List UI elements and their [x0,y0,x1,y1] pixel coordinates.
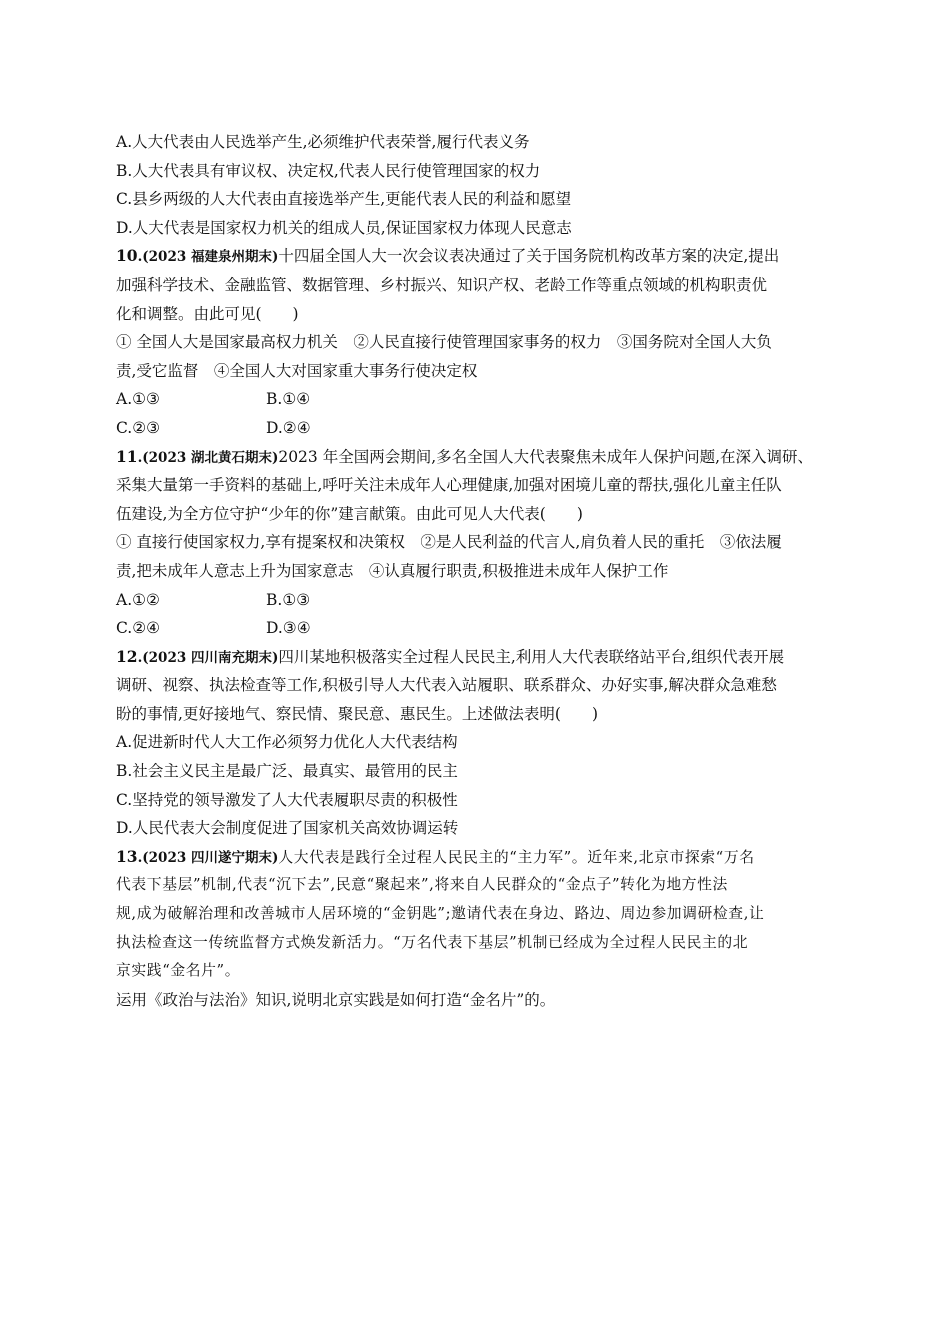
q13-material-line-5: 京实践“金名片”。 [116,962,241,980]
q11-option-a[interactable]: A.①② [116,590,160,609]
q13-material-text-1: 人大代表是践行全过程人民民主的“主力军”。近年来,北京市探索“万名 [278,848,755,866]
q11-option-b[interactable]: B.①③ [266,590,311,609]
q11-option-d[interactable]: D.③④ [266,619,311,638]
question-10 [116,242,846,442]
q11-options-row-2 [116,614,846,643]
q10-statements-line-1: ① 全国人大是国家最高权力机关 ②人民直接行使管理国家事务的权力 ③国务院对全国人大负 [116,333,772,352]
q10-option-d[interactable]: D.②④ [266,418,311,437]
q11-stem-line-2: 采集大量第一手资料的基础上,呼吁关注未成年人心理健康,加强对困境儿童的帮扶,强化儿童主任队 [116,476,782,495]
q13-material-line-4: 执法检查这一传统监督方式焕发新活力。“万名代表下基层”机制已经成为全过程人民民主的北 [116,933,749,951]
question-13 [116,843,846,1015]
q11-options-row-1 [116,586,846,615]
q13-material-line-3: 规,成为破解治理和改善城市人居环境的“金钥匙”;邀请代表在身边、路边、周边参加调研检查,让 [116,905,765,923]
q12-option-d[interactable]: D.人民代表大会制度促进了国家机关高效协调运转 [116,819,459,838]
q11-number: 11 [116,446,138,466]
q10-stem-line-1 [116,242,846,271]
q11-stem-line-3: 伍建设,为全方位守护“少年的你”建言献策。由此可见人大代表( ) [116,504,583,523]
q10-options-row-1 [116,385,846,414]
q10-statements-line-2: 责,受它监督 ④全国人大对国家重大事务行使决定权 [116,361,478,380]
q10-option-c[interactable]: C.②③ [116,418,161,437]
page-content [116,128,846,1014]
q10-stem-line-2: 加强科学技术、金融监管、数据管理、乡村振兴、知识产权、老龄工作等重点领域的机构职责优 [116,275,768,294]
q12-source: .(2023 四川南充期末) [137,649,279,666]
q12-stem-text-1: 四川某地积极落实全过程人民民主,利用人大代表联络站平台,组织代表开展 [278,647,785,666]
q13-question: 运用《政治与法治》知识,说明北京实践是如何打造“金名片”的。 [116,990,556,1009]
q9-option-c[interactable]: C.县乡两级的人大代表由直接选举产生,更能代表人民的利益和愿望 [116,190,572,209]
question-11 [116,443,846,643]
q10-stem-text-1: 十四届全国人大一次会议表决通过了关于国务院机构改革方案的决定,提出 [278,247,780,266]
q12-stem-line-2: 调研、视察、执法检查等工作,积极引导人大代表入站履职、联系群众、办好实事,解决群众急难愁 [116,676,777,695]
q10-option-a[interactable]: A.①③ [116,390,160,409]
q11-statements-line-2: 责,把未成年人意志上升为国家意志 ④认真履行职责,积极推进未成年人保护工作 [116,561,669,580]
q13-source: .(2023 四川遂宁期末) [137,849,279,866]
q11-statements-line-1: ① 直接行使国家权力,享有提案权和决策权 ②是人民利益的代言人,肩负着人民的重托 ③依法履 [116,533,782,552]
q10-options-row-2 [116,414,846,443]
q11-source: .(2023 湖北黄石期末) [137,449,279,466]
q9-option-b[interactable]: B.人大代表具有审议权、决定权,代表人民行使管理国家的权力 [116,161,541,180]
q12-option-c[interactable]: C.坚持党的领导激发了人大代表履职尽责的积极性 [116,790,458,809]
q12-option-a[interactable]: A.促进新时代人大工作必须努力优化人大代表结构 [116,733,458,752]
q10-stem-line-3: 化和调整。由此可见( ) [116,304,299,323]
q9-option-d[interactable]: D.人大代表是国家权力机关的组成人员,保证国家权力体现人民意志 [116,218,572,237]
q12-stem-line-1 [116,643,846,672]
q13-number: 13 [116,846,138,866]
q12-stem-line-3: 盼的事情,更好接地气、察民情、聚民意、惠民生。上述做法表明( ) [116,704,599,723]
q10-option-b[interactable]: B.①④ [266,390,311,409]
q12-number: 12 [116,646,138,666]
q12-option-b[interactable]: B.社会主义民主是最广泛、最真实、最管用的民主 [116,762,458,781]
q9-options [116,128,846,242]
q13-material-line-1 [116,843,846,872]
question-12 [116,643,846,843]
q10-number: 10 [116,246,138,266]
q11-stem-line-1 [116,443,846,472]
q11-stem-text-1: 2023 年全国两会期间,多名全国人大代表聚焦未成年人保护问题,在深入调研、 [278,447,814,466]
q9-option-a[interactable]: A.人大代表由人民选举产生,必须维护代表荣誉,履行代表义务 [116,133,530,151]
q13-material-line-2: 代表下基层”机制,代表“沉下去”,民意“聚起来”,将来自人民群众的“金点子”转化为地方性法 [116,876,728,894]
q10-source: .(2023 福建泉州期末) [137,249,279,266]
q11-option-c[interactable]: C.②④ [116,619,161,638]
